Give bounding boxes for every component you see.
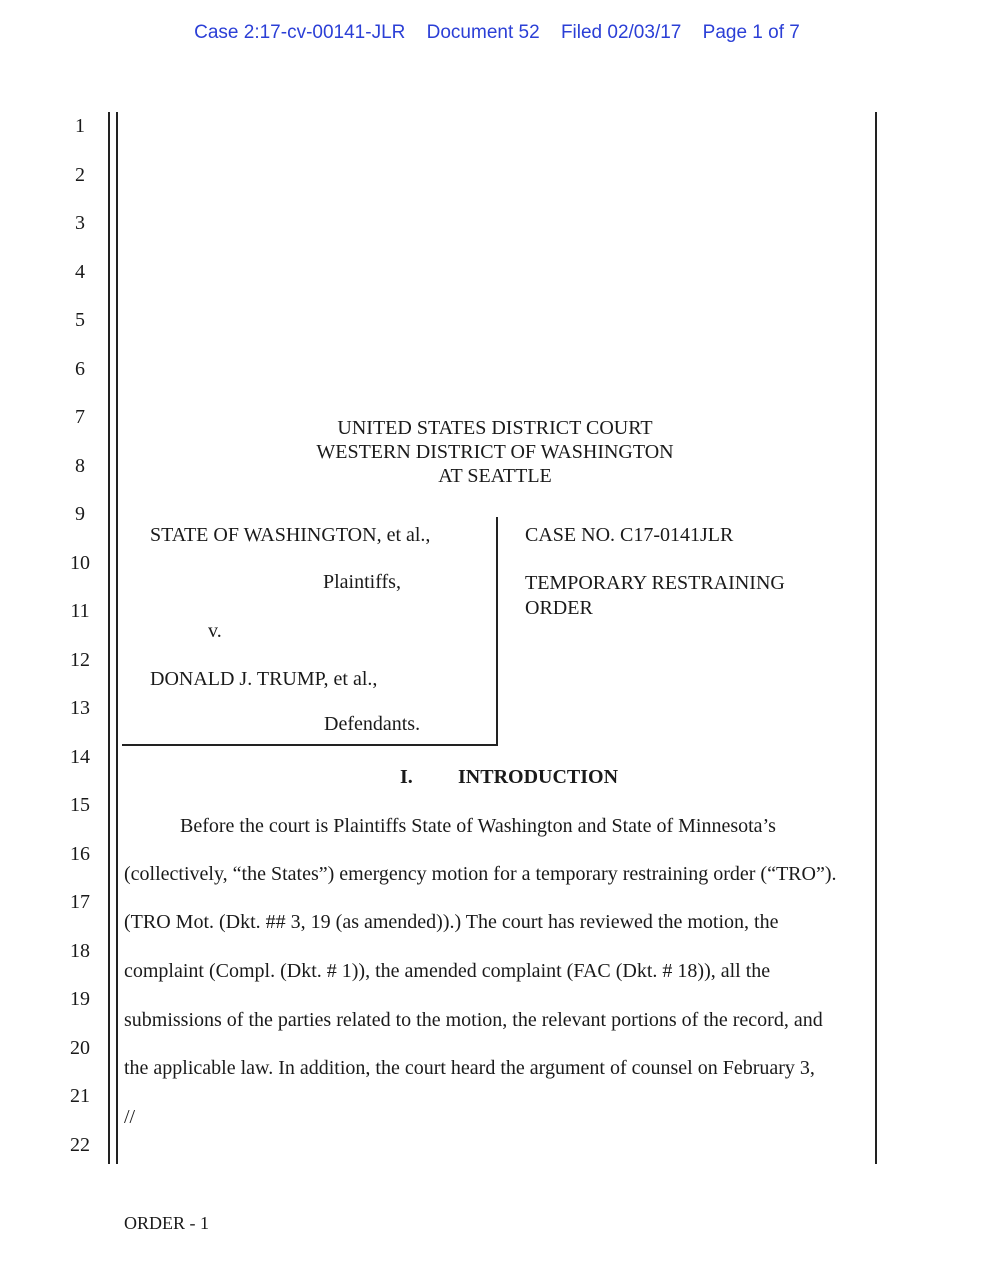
line-number: 2 xyxy=(75,164,85,186)
body-line: complaint (Compl. (Dkt. # 1)), the amended complaint (FAC (Dkt. # 18)), all the xyxy=(124,960,771,982)
left-margin-line-inner xyxy=(116,112,118,1164)
line-number: 5 xyxy=(75,309,85,331)
document-title-line-1: TEMPORARY RESTRAINING xyxy=(525,572,785,594)
body-line: the applicable law. In addition, the court heard the argument of counsel on February 3, xyxy=(124,1057,815,1079)
line-number: 20 xyxy=(70,1037,90,1059)
line-number: 18 xyxy=(70,940,90,962)
plaintiff-name: STATE OF WASHINGTON, et al., xyxy=(150,524,431,546)
defendant-role: Defendants. xyxy=(324,713,421,735)
plaintiff-role: Plaintiffs, xyxy=(323,571,401,593)
line-number: 11 xyxy=(70,600,90,622)
line-number: 1 xyxy=(75,115,85,137)
case-number: CASE NO. C17-0141JLR xyxy=(525,524,734,546)
line-number: 12 xyxy=(70,649,90,671)
line-number: 13 xyxy=(70,697,90,719)
defendant-name: DONALD J. TRUMP, et al., xyxy=(150,668,378,690)
line-number: 7 xyxy=(75,406,85,428)
caption-divider-horizontal xyxy=(122,744,498,746)
filing-header xyxy=(0,22,994,44)
body-line: (TRO Mot. (Dkt. ## 3, 19 (as amended)).) The court has reviewed the motion, the xyxy=(124,911,779,933)
court-line-2: WESTERN DISTRICT OF WASHINGTON xyxy=(316,441,674,463)
line-number: 17 xyxy=(70,891,90,913)
line-number: 19 xyxy=(70,988,90,1010)
line-number: 8 xyxy=(75,455,85,477)
header-document: Document 52 xyxy=(426,22,540,43)
line-number: 3 xyxy=(75,212,85,234)
section-title: INTRODUCTION xyxy=(458,766,619,788)
body-line: Before the court is Plaintiffs State of Washington and State of Minnesota’s xyxy=(180,815,776,837)
page-footer: ORDER - 1 xyxy=(124,1213,209,1233)
section-number: I. xyxy=(400,766,413,788)
court-name xyxy=(200,416,790,488)
versus: v. xyxy=(208,620,222,642)
body-line: (collectively, “the States”) emergency motion for a temporary restraining order (“TRO”). xyxy=(124,863,837,885)
line-number: 14 xyxy=(70,746,90,768)
right-margin-line xyxy=(875,112,877,1164)
line-number: 6 xyxy=(75,358,85,380)
body-line: submissions of the parties related to the motion, the relevant portions of the record, and xyxy=(124,1009,823,1031)
line-number: 4 xyxy=(75,261,85,283)
line-number: 16 xyxy=(70,843,90,865)
line-number: 21 xyxy=(70,1085,90,1107)
court-line-1: UNITED STATES DISTRICT COURT xyxy=(337,417,653,439)
header-page: Page 1 of 7 xyxy=(702,22,800,43)
line-number: 15 xyxy=(70,794,90,816)
line-number: 9 xyxy=(75,503,85,525)
header-filed: Filed 02/03/17 xyxy=(560,22,682,43)
caption-divider-vertical xyxy=(496,517,498,745)
line-number: 22 xyxy=(70,1134,90,1156)
header-case: Case 2:17-cv-00141-JLR xyxy=(194,22,406,43)
body-line: // xyxy=(124,1106,136,1128)
court-line-3: AT SEATTLE xyxy=(438,465,552,487)
document-title-line-2: ORDER xyxy=(525,597,593,619)
left-margin-line-outer xyxy=(108,112,110,1164)
line-number: 10 xyxy=(70,552,90,574)
